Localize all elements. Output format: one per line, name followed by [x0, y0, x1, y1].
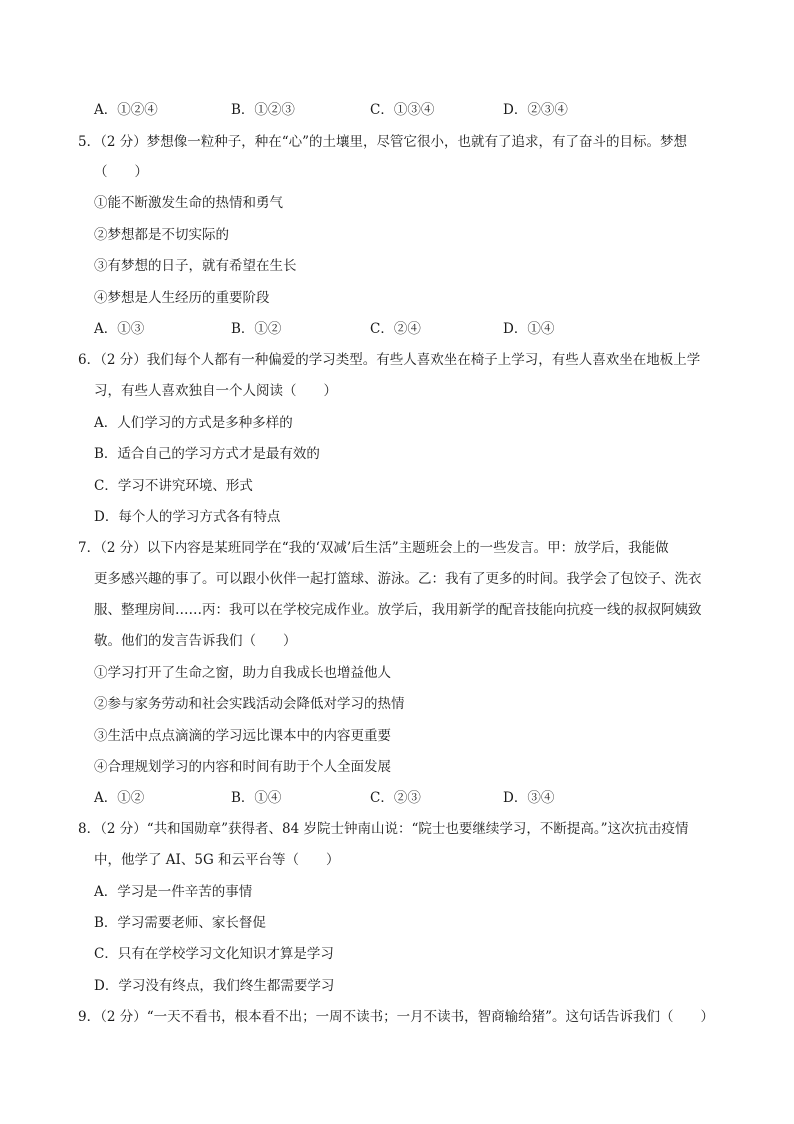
q5-stem-line-2: （ ） [94, 164, 148, 180]
q7-item-4: ④合理规划学习的内容和时间有助于个人全面发展 [94, 759, 391, 775]
q6-stem-line-2: 习，有些人喜欢独自一个人阅读（ ） [94, 383, 337, 399]
q7-item-1: ①学习打开了生命之窗，助力自我成长也增益他人 [94, 665, 391, 681]
q7-item-2: ②参与家务劳动和社会实践活动会降低对学习的热情 [94, 696, 405, 712]
q7-stem-line-1: 7．（2 分）以下内容是某班同学在“我的‘双减’后生活”主题班会上的一些发言。甲：放学后，我能做 [78, 540, 669, 556]
q8-option-c[interactable]: C．只有在学校学习文化知识才算是学习 [94, 946, 334, 962]
q6-option-a[interactable]: A．人们学习的方式是多种多样的 [94, 415, 293, 431]
q7-option-d[interactable]: D．③④ [503, 790, 555, 806]
q7-options [94, 788, 694, 808]
q4-option-c[interactable]: C．①③④ [370, 102, 435, 118]
q7-stem-line-4: 敬。他们的发言告诉我们（ ） [94, 633, 297, 649]
q7-option-a[interactable]: A．①② [94, 790, 145, 806]
q7-option-c[interactable]: C．②③ [370, 790, 421, 806]
q7-option-b[interactable]: B．①④ [231, 790, 282, 806]
q5-item-2: ②梦想都是不切实际的 [94, 227, 229, 243]
q8-option-b[interactable]: B．学习需要老师、家长督促 [94, 915, 266, 931]
q4-option-b[interactable]: B．①②③ [231, 102, 295, 118]
q8-option-d[interactable]: D．学习没有终点，我们终生都需要学习 [94, 978, 335, 994]
q6-option-d[interactable]: D．每个人的学习方式各有特点 [94, 509, 281, 525]
q5-options [94, 319, 694, 339]
q7-stem-line-3: 服、整理房间……丙：我可以在学校完成作业。放学后，我用新学的配音技能向抗疫一线的叔叔阿姨致 [94, 602, 702, 618]
q5-option-b[interactable]: B．①② [231, 321, 282, 337]
q5-option-d[interactable]: D．①④ [503, 321, 555, 337]
q4-options [94, 100, 694, 120]
q4-option-d[interactable]: D．②③④ [503, 102, 568, 118]
q5-option-c[interactable]: C．②④ [370, 321, 421, 337]
q8-option-a[interactable]: A．学习是一件辛苦的事情 [94, 884, 253, 900]
q7-stem-line-2: 更多感兴趣的事了。可以跟小伙伴一起打篮球、游泳。乙：我有了更多的时间。我学会了包饺子、洗衣 [94, 571, 702, 587]
q4-option-a[interactable]: A．①②④ [94, 102, 158, 118]
q5-option-a[interactable]: A．①③ [94, 321, 145, 337]
q7-item-3: ③生活中点点滴滴的学习远比课本中的内容更重要 [94, 728, 391, 744]
q9-stem-line-1: 9．（2 分）“一天不看书，根本看不出；一周不读书；一月不读书，智商输给猪”。这句话告诉我们（ ） [78, 1009, 715, 1025]
q5-item-4: ④梦想是人生经历的重要阶段 [94, 290, 270, 306]
q5-stem-line-1: 5．（2 分）梦想像一粒种子，种在“心”的土壤里，尽管它很小，也就有了追求，有了奋斗的目标。梦想 [78, 134, 688, 150]
q6-stem-line-1: 6．（2 分）我们每个人都有一种偏爱的学习类型。有些人喜欢坐在椅子上学习，有些人喜欢坐在地板上学 [78, 352, 701, 368]
q6-option-b[interactable]: B．适合自己的学习方式才是最有效的 [94, 446, 320, 462]
q6-option-c[interactable]: C．学习不讲究环境、形式 [94, 478, 253, 494]
q5-item-1: ①能不断激发生命的热情和勇气 [94, 195, 283, 211]
q8-stem-line-1: 8．（2 分）“共和国勋章”获得者、84 岁院士钟南山说：“院士也要继续学习，不断提高。”这次抗击疫情 [78, 821, 689, 837]
q8-stem-line-2: 中，他学了 AI、5G 和云平台等（ ） [94, 852, 340, 868]
q5-item-3: ③有梦想的日子，就有希望在生长 [94, 258, 297, 274]
